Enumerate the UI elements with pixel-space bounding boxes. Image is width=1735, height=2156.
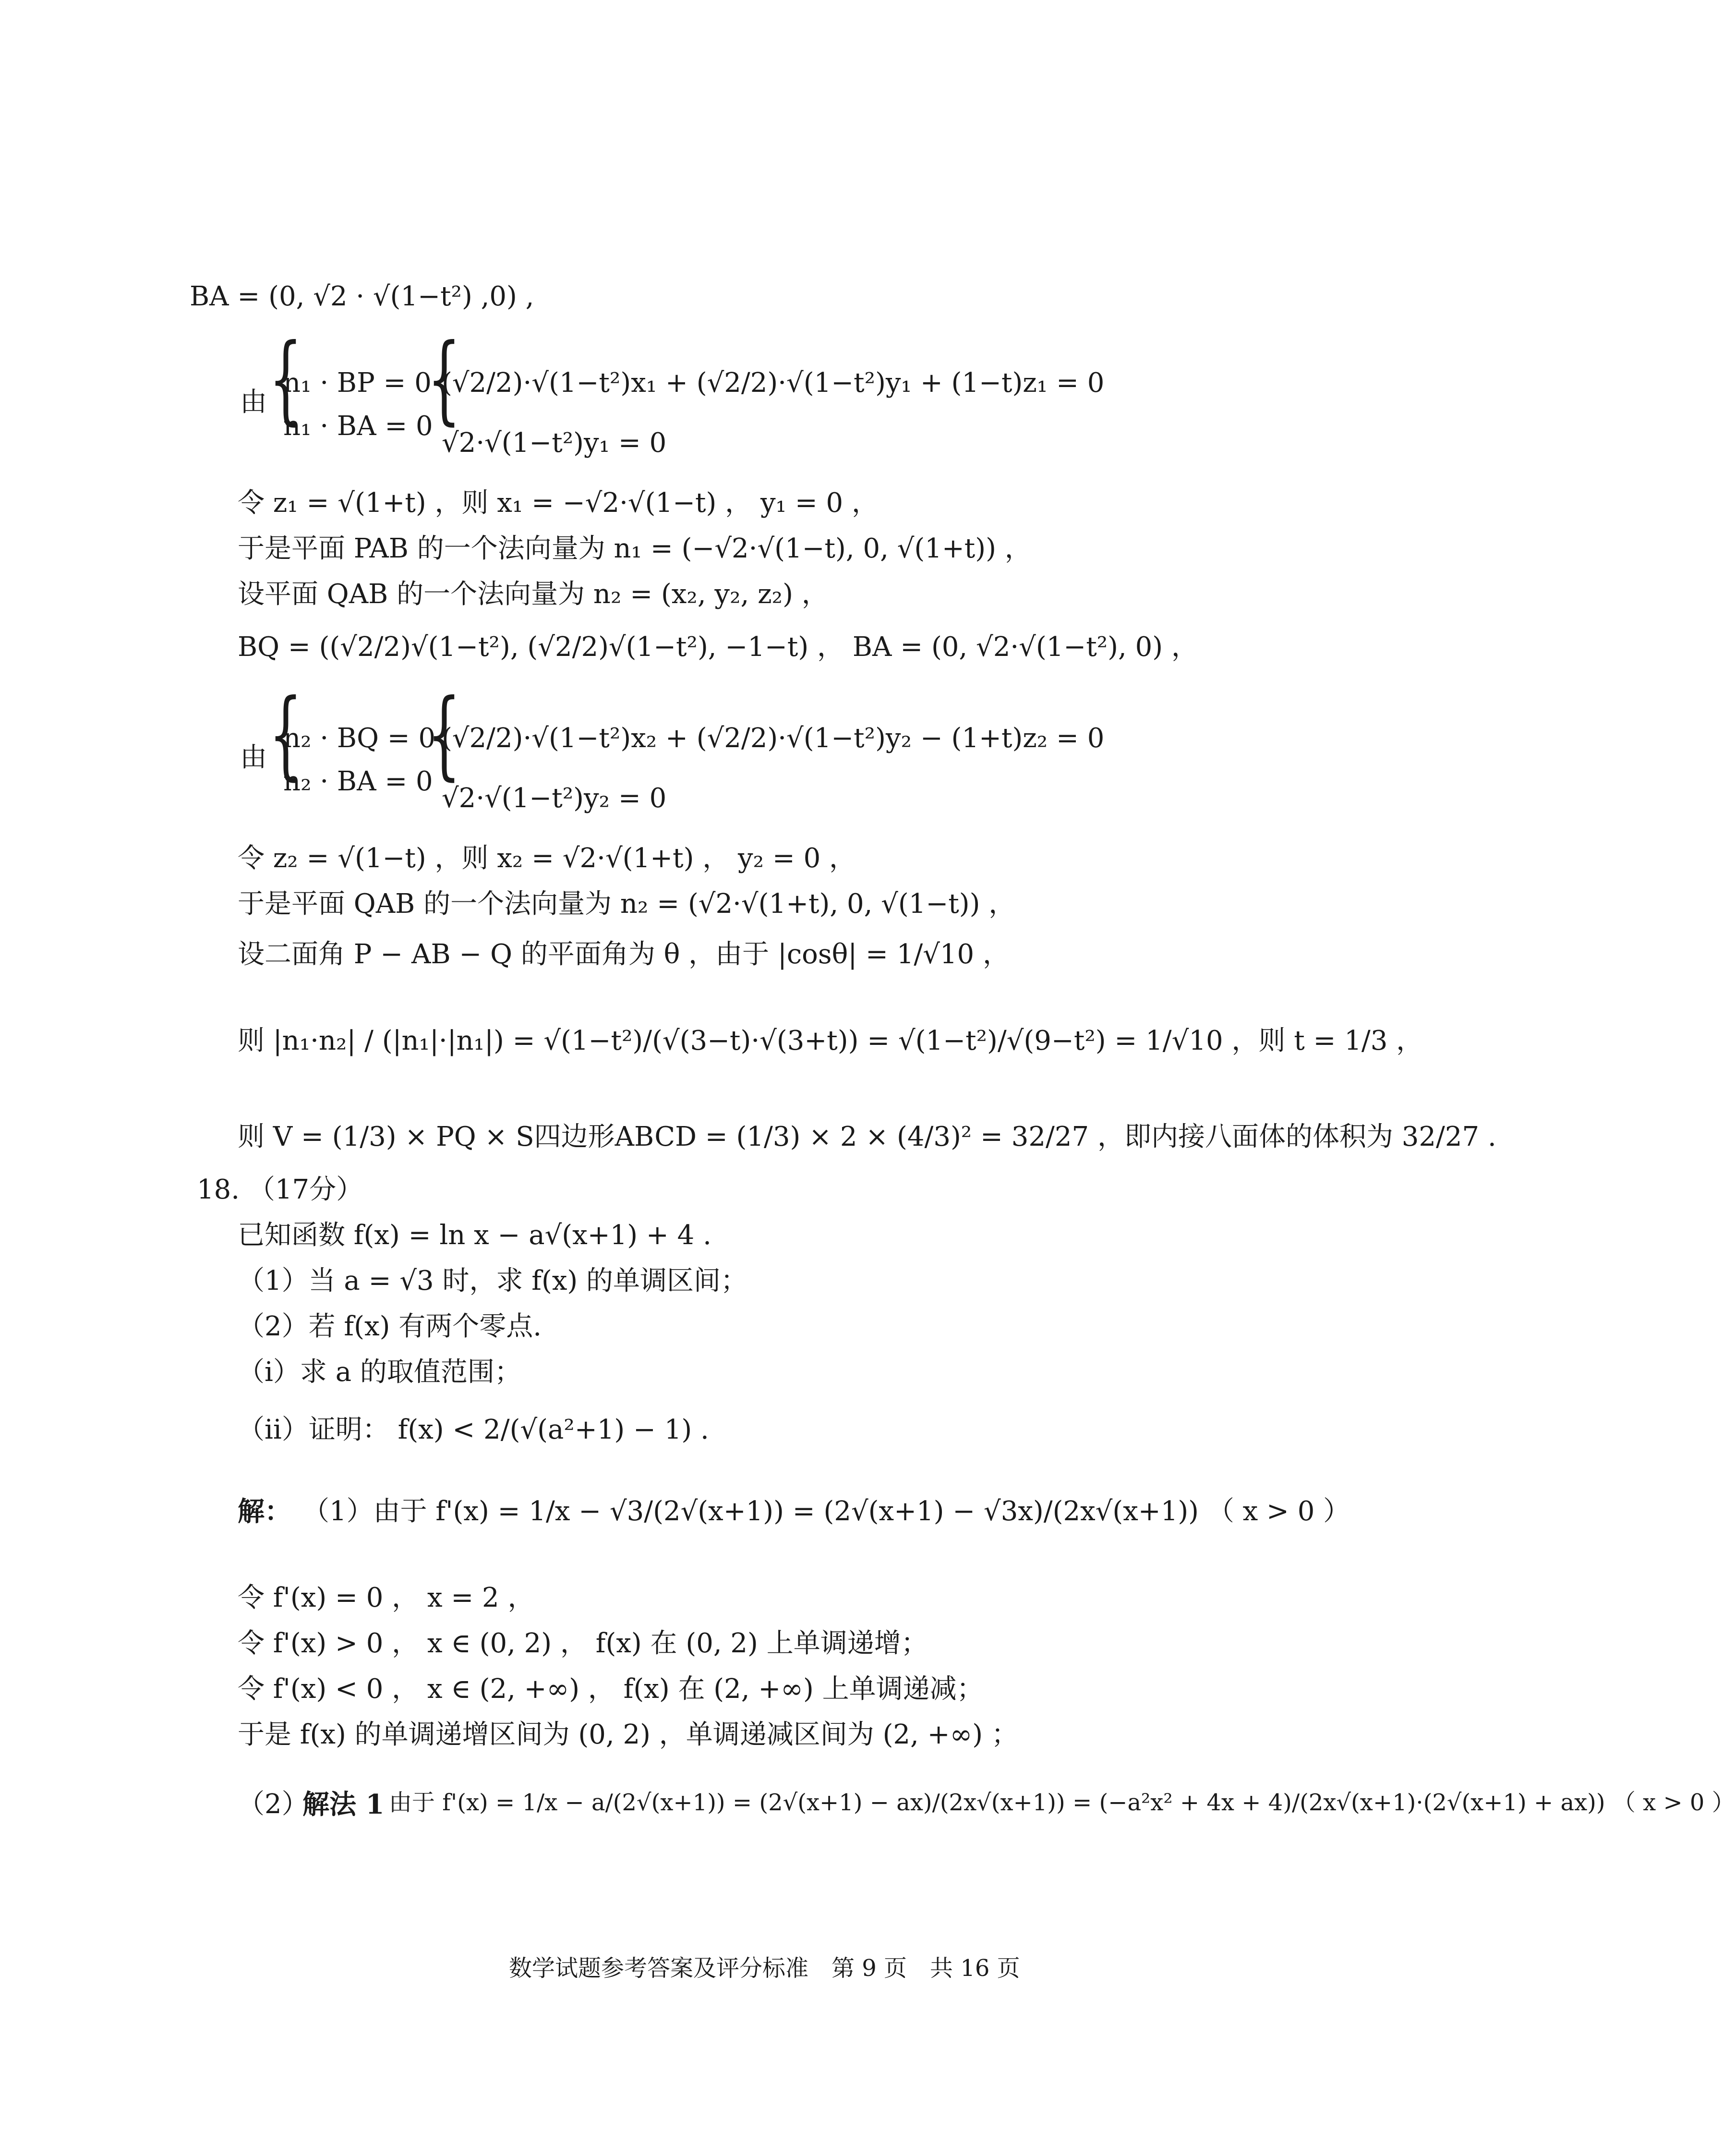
step-n1: 于是平面 PAB 的一个法向量为 n₁ = (−√2·√(1−t), 0, √(1+t)) ， — [238, 533, 1032, 564]
sys1-eq1: n₁ · BP = 0 — [283, 367, 432, 399]
sys2-left-brace: { — [269, 678, 302, 790]
sys1-eq4: √2·√(1−t²)y₁ = 0 — [442, 427, 667, 459]
step-monotonic-intervals: 于是 f(x) 的单调递增区间为 (0, 2) ，单调递减区间为 (2, +∞) ； — [238, 1719, 1018, 1750]
sys2-eq1: n₂ · BQ = 0 — [283, 723, 436, 754]
step-increasing: 令 f'(x) > 0 ， x ∈ (0, 2) ， f(x) 在 (0, 2) 上单调递增； — [238, 1628, 928, 1659]
step-z2: 令 z₂ = √(1−t) ，则 x₂ = √2·√(1+t) ， y₂ = 0 ， — [238, 843, 856, 874]
sys2-right-brace: { — [427, 678, 461, 790]
sys1-left-brace: { — [269, 323, 302, 435]
solution-part1-derivative: （1）由于 f'(x) = 1/x − √3/(2√(x+1)) = (2√(x+1) − √3x)/(2x√(x+1)) （ x > 0 ） — [302, 1496, 1350, 1527]
step-n2-def: 设平面 QAB 的一个法向量为 n₂ = (x₂, y₂, z₂) ， — [238, 579, 829, 610]
problem-18-header: 18. （17分） — [197, 1174, 363, 1205]
solution-label: 解： — [238, 1496, 291, 1527]
problem-18-part2ii: （ii）证明： f(x) < 2/(√(a²+1) − 1) . — [238, 1414, 709, 1445]
solution-method1-label: 解法 1 — [302, 1789, 385, 1820]
sys2-label: 由 — [240, 742, 267, 773]
sys1-eq3: (√2/2)·√(1−t²)x₁ + (√2/2)·√(1−t²)y₁ + (1−t)z₁ = 0 — [442, 367, 1105, 399]
eq-ba-vector: BA = (0, √2 · √(1−t²) ,0) , — [190, 281, 534, 312]
sys2-eq2: n₂ · BA = 0 — [283, 766, 433, 797]
problem-18-function: 已知函数 f(x) = ln x − a√(x+1) + 4 . — [238, 1220, 711, 1251]
solution-part2-label: （2） — [238, 1789, 309, 1820]
step-decreasing: 令 f'(x) < 0 ， x ∈ (2, +∞) ， f(x) 在 (2, +∞) 上单调递减； — [238, 1673, 984, 1705]
sys2-eq3: (√2/2)·√(1−t²)x₂ + (√2/2)·√(1−t²)y₂ − (1+t)z₂ = 0 — [442, 723, 1105, 754]
problem-18-part1: （1）当 a = √3 时，求 f(x) 的单调区间； — [238, 1265, 748, 1296]
step-z1: 令 z₁ = √(1+t) ，则 x₁ = −√2·√(1−t) ， y₁ = 0 ， — [238, 487, 879, 519]
sys1-eq2: n₁ · BA = 0 — [283, 411, 433, 442]
step-volume: 则 V = (1/3) × PQ × S四边形ABCD = (1/3) × 2 × (4/3)² = 32/27 ，即内接八面体的体积为 32/27 . — [238, 1121, 1496, 1152]
step-dihedral: 设二面角 P − AB − Q 的平面角为 θ ，由于 |cosθ| = 1/√10 ， — [238, 939, 1010, 970]
step-cos-eq: 则 |n₁·n₂| / (|n₁|·|n₁|) = √(1−t²)/(√(3−t)·√(3+t)) = √(1−t²)/√(9−t²) = 1/√10 ，则 t = 1/3 ， — [238, 1025, 1423, 1056]
eq-bq-ba: BQ = ((√2/2)√(1−t²), (√2/2)√(1−t²), −1−t) ， BA = (0, √2·√(1−t²), 0) ， — [238, 631, 1198, 663]
problem-18-part2: （2）若 f(x) 有两个零点. — [238, 1311, 542, 1342]
sys2-eq4: √2·√(1−t²)y₂ = 0 — [442, 783, 667, 814]
sys1-right-brace: { — [427, 323, 461, 435]
page-footer: 数学试题参考答案及评分标准 第 9 页 共 16 页 — [509, 1955, 1020, 1982]
solution-part2-derivative: 由于 f'(x) = 1/x − a/(2√(x+1)) = (2√(x+1) − ax)/(2x√(x+1)) = (−a²x² + 4x + 4)/(2x√(x+1)·(2√(x+1) + ax)) （ x > 0 ） — [389, 1789, 1735, 1816]
sys1-label: 由 — [240, 387, 267, 418]
problem-18-part2i: （i）求 a 的取值范围； — [238, 1357, 521, 1388]
step-critical-point: 令 f'(x) = 0 ， x = 2 ， — [238, 1582, 535, 1613]
step-n2: 于是平面 QAB 的一个法向量为 n₂ = (√2·√(1+t), 0, √(1−t)) ， — [238, 888, 1016, 920]
